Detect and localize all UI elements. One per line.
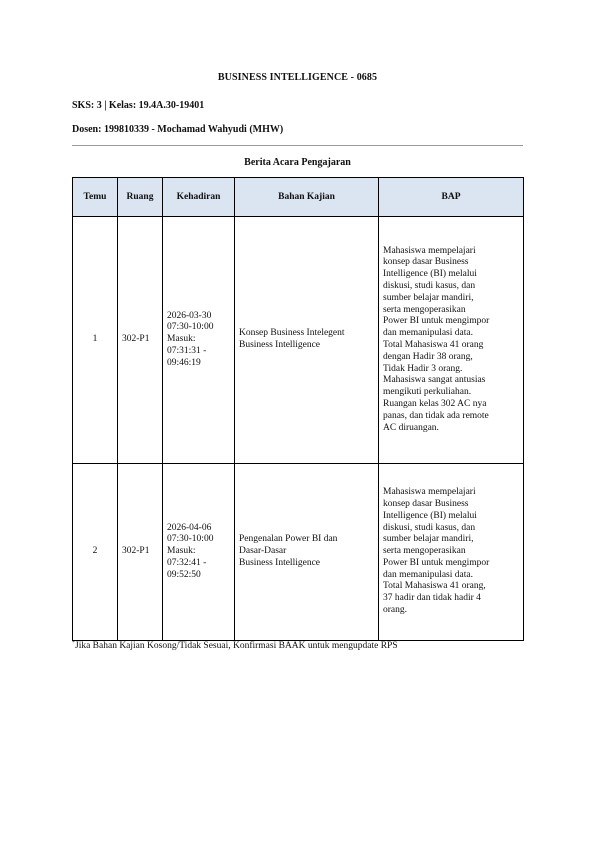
cell-temu: 1	[73, 217, 118, 464]
course-title: BUSINESS INTELLIGENCE - 0685	[217, 72, 378, 83]
header-bahan-kajian: Bahan Kajian	[235, 178, 379, 217]
teaching-report-table	[72, 177, 524, 641]
footnote-text: Jika Bahan Kajian Kosong/Tidak Sesuai, Konfirmasi BAAK untuk mengupdate RPS	[75, 641, 398, 652]
cell-bap: Mahasiswa mempelajari konsep dasar Business Intelligence (BI) melalui diskusi, studi kasus, dan sumber belajar mandiri, serta mengoperasikan Power BI untuk mengimpor dan memanipulasi data. Total Mahasiswa 41 orang, 37 hadir dan tidak hadir 4 orang.	[379, 464, 524, 641]
cell-ruang: 302-P1	[118, 217, 163, 464]
footnote-marker: *	[72, 640, 75, 646]
cell-ruang: 302-P1	[118, 464, 163, 641]
cell-bahan-kajian: Konsep Business Intelegent Business Intelligence	[235, 217, 379, 464]
table-caption: Berita Acara Pengajaran	[244, 157, 351, 168]
lecturer-info: Dosen: 199810339 - Mochamad Wahyudi (MHW)	[72, 124, 284, 135]
footnote	[72, 640, 398, 651]
class-info: SKS: 3 | Kelas: 19.4A.30-19401	[72, 100, 205, 111]
table-header-row	[73, 178, 524, 217]
table-row	[73, 217, 524, 464]
header-ruang: Ruang	[118, 178, 163, 217]
cell-temu: 2	[73, 464, 118, 641]
divider	[72, 145, 523, 146]
table-row	[73, 464, 524, 641]
cell-kehadiran: 2026-03-30 07:30-10:00 Masuk: 07:31:31 - 09:46:19	[163, 217, 235, 464]
cell-kehadiran: 2026-04-06 07:30-10:00 Masuk: 07:32:41 - 09:52:50	[163, 464, 235, 641]
cell-bahan-kajian: Pengenalan Power BI dan Dasar-Dasar Business Intelligence	[235, 464, 379, 641]
header-bap: BAP	[379, 178, 524, 217]
header-temu: Temu	[73, 178, 118, 217]
header-kehadiran: Kehadiran	[163, 178, 235, 217]
cell-bap: Mahasiswa mempelajari konsep dasar Business Intelligence (BI) melalui diskusi, studi kasus, dan sumber belajar mandiri, serta mengoperasikan Power BI untuk mengimpor dan memanipulasi data. Total Mahasiswa 41 orang dengan Hadir 38 orang, Tidak Hadir 3 orang. Mahasiswa sangat antusias mengikuti perkuliahan. Ruangan kelas 302 AC nya panas, dan tidak ada remote AC diruangan.	[379, 217, 524, 464]
